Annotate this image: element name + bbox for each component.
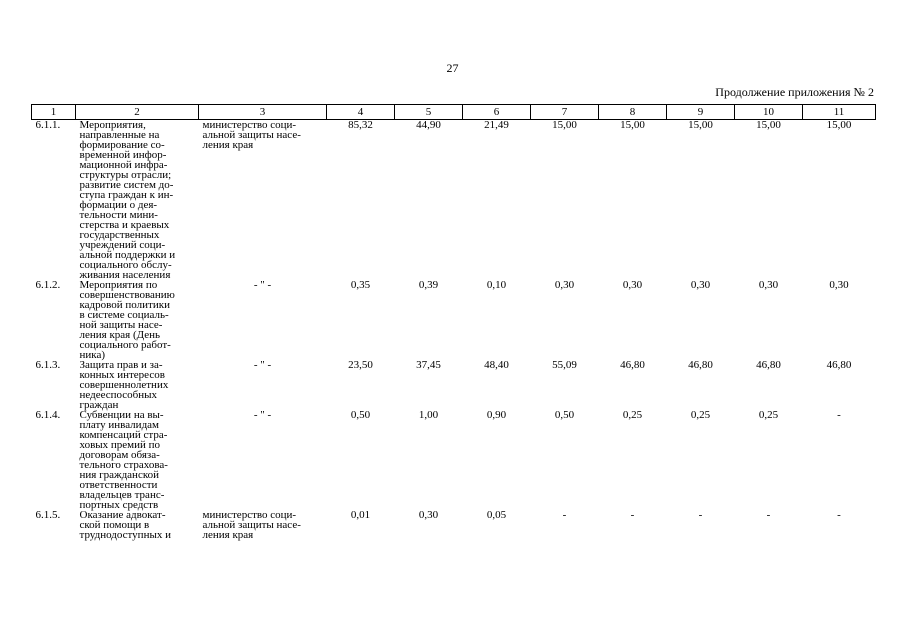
value-cell: 15,00 xyxy=(620,119,645,131)
value-cell: 0,35 xyxy=(350,279,371,291)
value-cell: 15,00 xyxy=(756,119,781,131)
executor: министерство соци- альной защиты насе- ления края xyxy=(202,119,301,151)
value-cell: - xyxy=(562,509,567,521)
page-number: 27 xyxy=(446,61,459,75)
value-cell: 46,80 xyxy=(756,359,781,371)
column-header: 1 xyxy=(32,105,76,120)
column-header: 11 xyxy=(803,105,876,120)
value-cell: 46,80 xyxy=(620,359,645,371)
row-number: 6.1.2. xyxy=(35,279,61,291)
value-cell: 0,25 xyxy=(690,409,711,421)
column-header: 9 xyxy=(667,105,735,120)
budget-table xyxy=(31,104,876,540)
value-cell: 48,40 xyxy=(484,359,509,371)
table-row xyxy=(32,280,876,360)
value-cell: 0,30 xyxy=(554,279,575,291)
value-cell: 85,32 xyxy=(348,119,373,131)
value-cell: 46,80 xyxy=(688,359,713,371)
value-cell: 55,09 xyxy=(552,359,577,371)
row-number: 6.1.3. xyxy=(35,359,61,371)
row-number: 6.1.4. xyxy=(35,409,61,421)
table-header-row xyxy=(32,105,876,120)
value-cell: 44,90 xyxy=(416,119,441,131)
value-cell: 15,00 xyxy=(826,119,852,131)
table-row xyxy=(32,510,876,540)
value-cell: 0,30 xyxy=(622,279,643,291)
value-cell: 0,30 xyxy=(829,279,849,291)
value-cell: 37,45 xyxy=(416,359,441,371)
value-cell: 0,10 xyxy=(486,279,507,291)
value-cell: - xyxy=(837,409,841,421)
value-cell: 46,80 xyxy=(826,359,852,371)
value-cell: 0,30 xyxy=(690,279,711,291)
measure-description: Субвенции на вы- плату инвалидам компенсаций стра- ховых премий по договорам обяза- тельного страхова- ния гражданской ответственности владельцев транс- портных средств xyxy=(79,409,168,511)
value-cell: 15,00 xyxy=(688,119,713,131)
value-cell: 1,00 xyxy=(418,409,439,421)
value-cell: 0,50 xyxy=(350,409,371,421)
table-row xyxy=(32,360,876,410)
value-cell: 0,90 xyxy=(486,409,507,421)
appendix-continuation-label: Продолжение приложения № 2 xyxy=(715,85,874,99)
executor: - " - xyxy=(253,359,272,371)
column-header: 6 xyxy=(463,105,531,120)
value-cell: 23,50 xyxy=(348,359,373,371)
value-cell: - xyxy=(766,509,771,521)
value-cell: 0,25 xyxy=(622,409,643,421)
row-number: 6.1.1. xyxy=(35,119,61,131)
measure-description: Защита прав и за- конных интересов совершеннолетних недееспособных граждан xyxy=(79,359,169,411)
executor: министерство соци- альной защиты насе- ления края xyxy=(202,509,301,541)
column-header: 7 xyxy=(531,105,599,120)
column-header: 5 xyxy=(395,105,463,120)
executor: - " - xyxy=(253,279,272,291)
column-header: 10 xyxy=(735,105,803,120)
executor: - " - xyxy=(253,409,272,421)
value-cell: 0,30 xyxy=(418,509,439,521)
column-header: 3 xyxy=(199,105,327,120)
row-number: 6.1.5. xyxy=(35,509,61,521)
value-cell: - xyxy=(630,509,635,521)
measure-description: Мероприятия, направленные на формирование со- временной инфор- мационной инфра- структуры отрасли; развитие систем до- ступа граждан к ин- формации о дея- тельности мини- стерства и краевых государственных учреждений соци- альной поддержки и социального обслу- живания населения xyxy=(79,119,176,281)
value-cell: - xyxy=(837,509,841,521)
value-cell: 0,25 xyxy=(758,409,779,421)
value-cell: 15,00 xyxy=(552,119,577,131)
value-cell: 0,05 xyxy=(486,509,507,521)
table-row xyxy=(32,410,876,510)
table-row xyxy=(32,120,876,281)
column-header: 2 xyxy=(76,105,199,120)
value-cell: 0,30 xyxy=(758,279,779,291)
measure-description: Мероприятия по совершенствованию кадровой политики в системе социаль- ной защиты насе- ления края (День социального работ- ника) xyxy=(79,279,175,361)
value-cell: 0,01 xyxy=(350,509,371,521)
value-cell: - xyxy=(698,509,703,521)
measure-description: Оказание адвокат- ской помощи в труднодоступных и xyxy=(79,509,171,541)
value-cell: 21,49 xyxy=(484,119,509,131)
value-cell: 0,39 xyxy=(418,279,439,291)
column-header: 8 xyxy=(599,105,667,120)
column-header: 4 xyxy=(327,105,395,120)
value-cell: 0,50 xyxy=(554,409,575,421)
